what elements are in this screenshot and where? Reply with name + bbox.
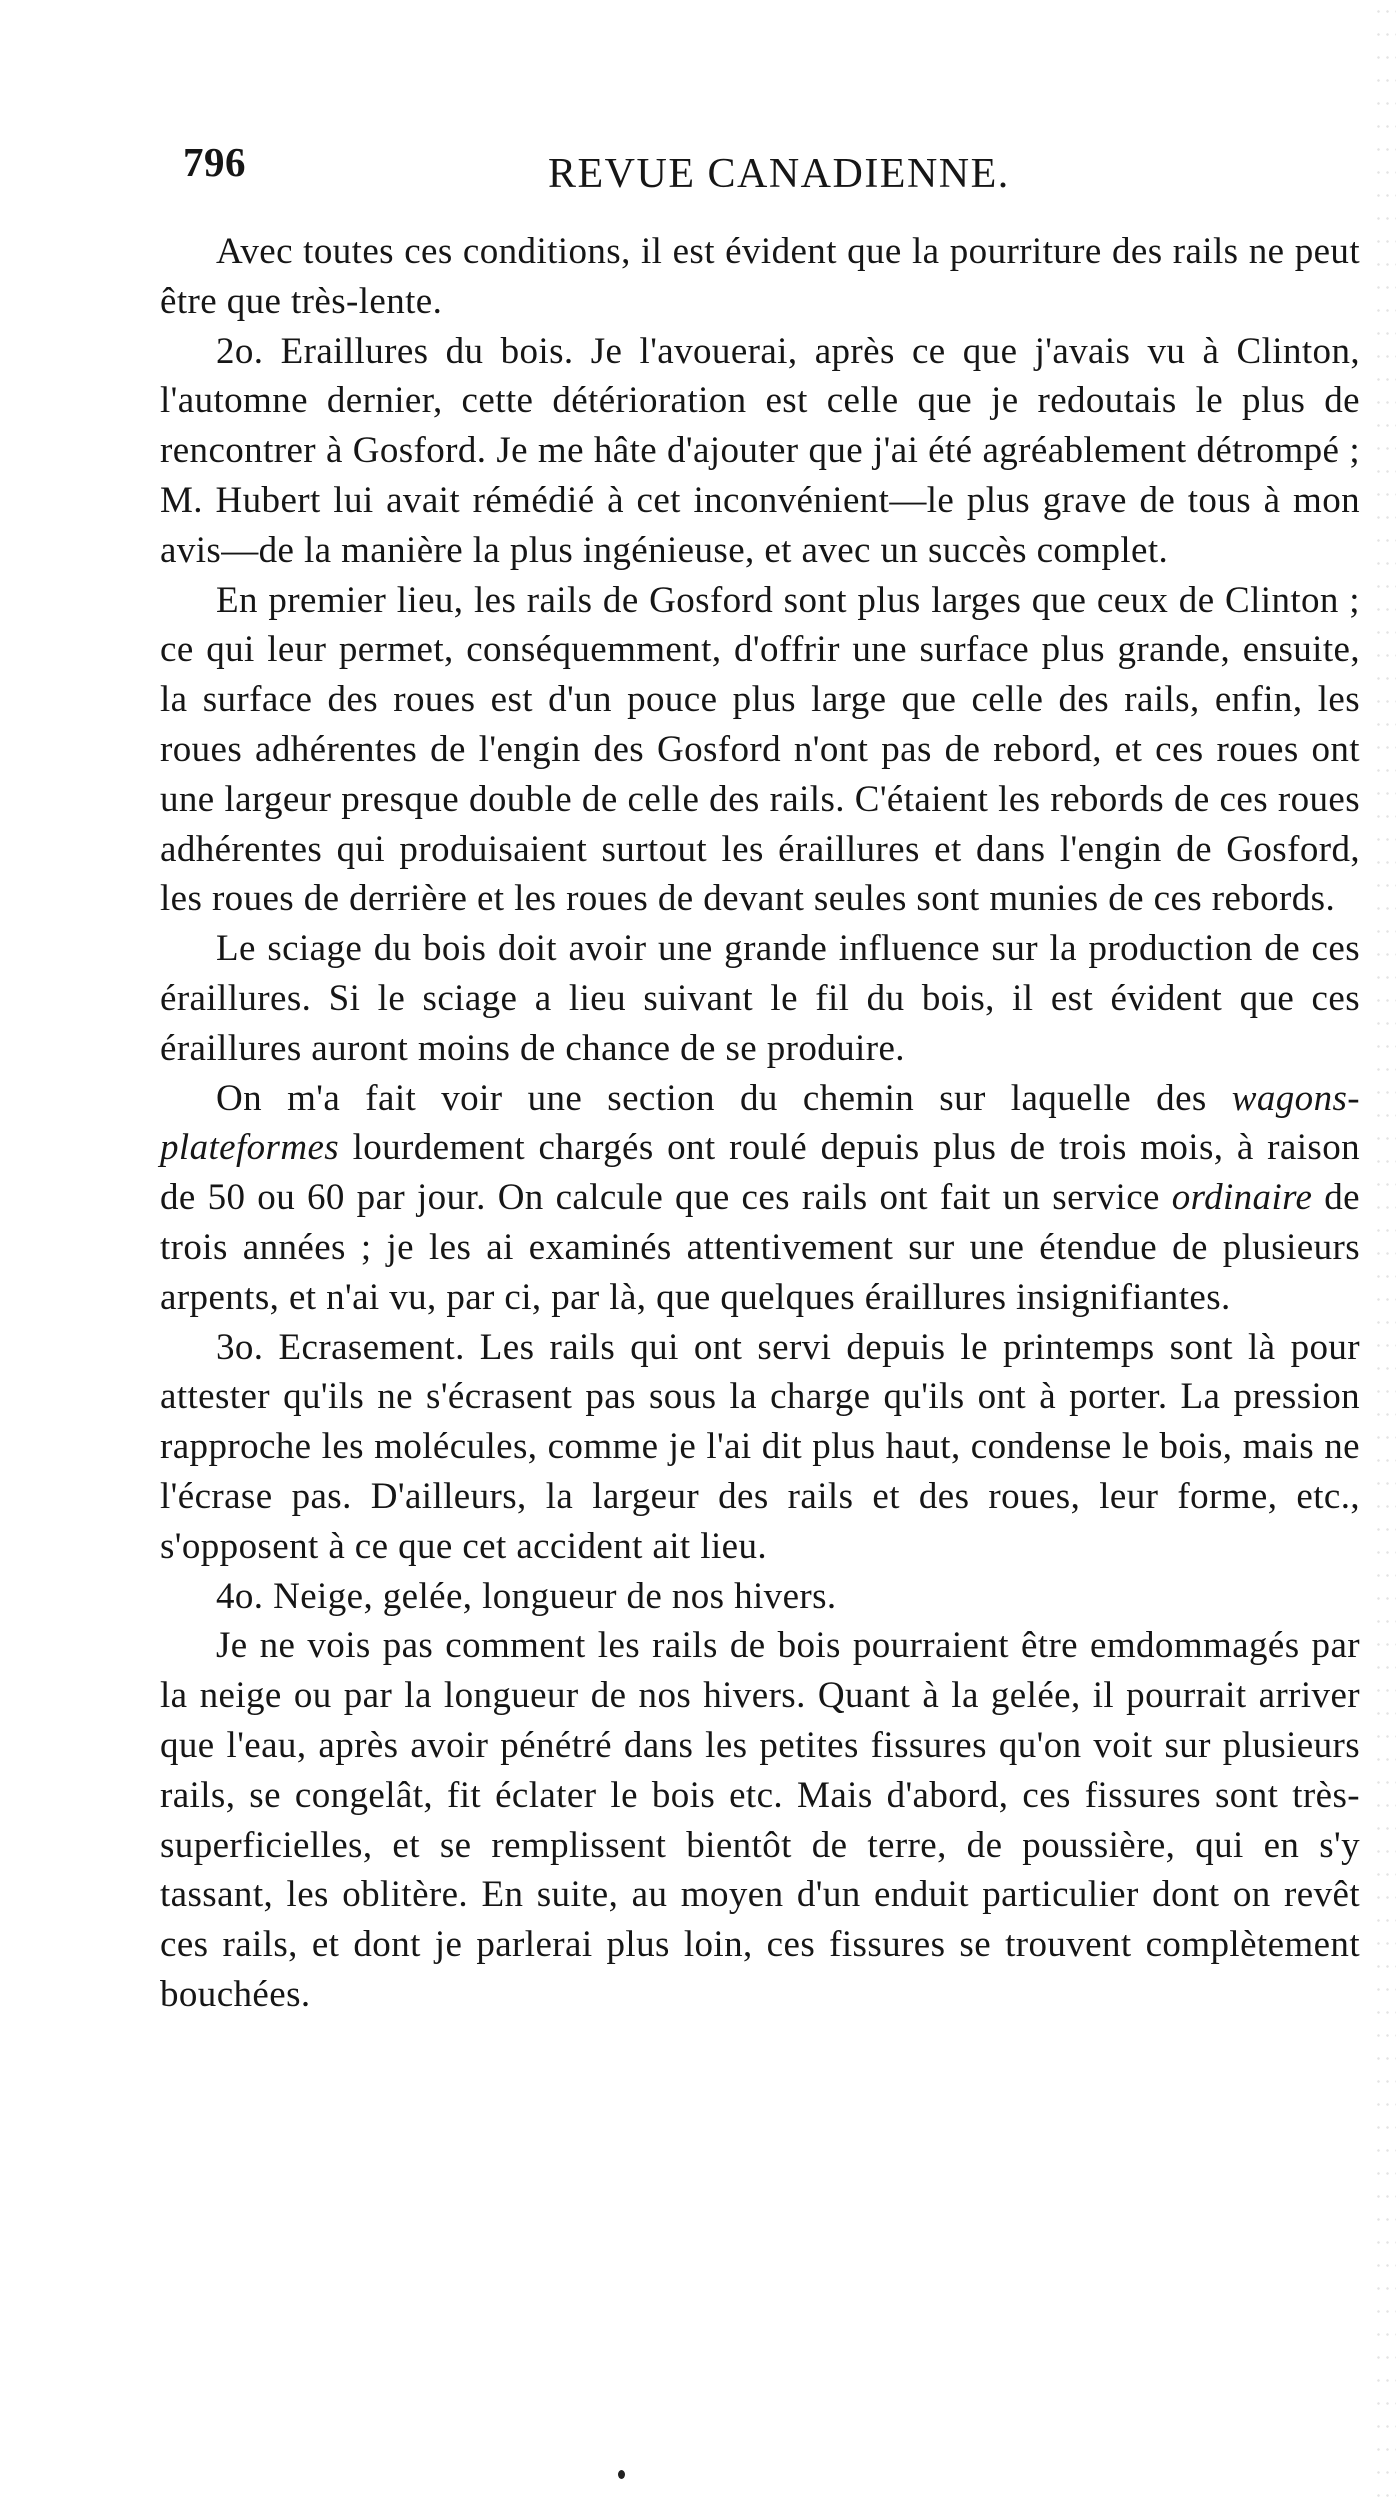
wagons-text-middle: lourdement chargés ont roulé depuis plus de trois mois, à raison de 50 ou 60 par jour. On calcule que ces rails ont fait un service xyxy=(160,1127,1360,1219)
body-text xyxy=(160,227,1360,2020)
running-title: REVUE CANADIENNE. xyxy=(548,151,1010,197)
page-edge-speckle xyxy=(1374,0,1396,2510)
paragraph-neige: Je ne vois pas comment les rails de bois pourraient être emdommagés par la neige ou par la longueur de nos hivers. Quant à la gelée, il pourrait arriver que l'eau, après avoir pénétré dans les petites fissures qu'on voit sur plusieurs rails, se congelât, fit éclater le bois etc. Mais d'abord, ces fissures sont très-superficielles, et se remplissent bientôt de terre, de poussière, qui en s'y tassant, les oblitère. En suite, au moyen d'un enduit particulier dont on revêt ces rails, et dont je parlerai plus loin, ces fissures se trouvent complètement bouchées. xyxy=(160,1625,1360,2015)
wagons-text-start: On m'a fait voir une section du chemin sur laquelle des xyxy=(216,1077,1232,1119)
wagons-text-end: de trois années ; je les ai examinés attentivement sur une étendue de plusieurs arpents, et n'ai vu, par ci, par là, que quelques éraillures insignifiantes. xyxy=(160,1177,1360,1318)
paragraph-premier-lieu: En premier lieu, les rails de Gosford sont plus larges que ceux de Clinton ; ce qui leur permet, conséquemment, d'offrir une surface plus grande, ensuite, la surface des roues est d'un pouce plus large que celle des rails, enfin, les roues adhérentes de l'engin des Gosford n'ont pas de rebord, et ces roues ont une largeur presque double de celle des rails. C'étaient les rebords de ces roues adhérentes qui produisaient surtout les éraillures et dans l'engin de Gosford, les roues de derrière et les roues de devant seules sont munies de ces rebords. xyxy=(160,579,1360,920)
page-number: 796 xyxy=(183,139,246,185)
wagons-italic-term: wagons-plateformes xyxy=(160,1077,1360,1169)
paragraph-neige-heading: 4o. Neige, gelée, longueur de nos hivers. xyxy=(216,1575,837,1617)
paragraph-wagons xyxy=(160,1074,1360,1323)
paragraph-pourriture: Avec toutes ces conditions, il est évident que la pourriture des rails ne peut être que très-lente. xyxy=(160,231,1360,322)
ordinaire-italic-term: ordinaire xyxy=(1171,1177,1313,1219)
paragraph-ecrasement: 3o. Ecrasement. Les rails qui ont servi depuis le printemps sont là pour attester qu'ils ne s'écrasent pas sous la charge qu'ils ont à porter. La pression rapproche les molécules, comme je l'ai dit plus haut, condense le bois, mais ne l'écrase pas. D'ailleurs, la largeur des rails et des roues, leur forme, etc., s'opposent à ce que cet accident ait lieu. xyxy=(160,1326,1360,1567)
paragraph-eraillures: 2o. Eraillures du bois. Je l'avouerai, après ce que j'avais vu à Clinton, l'automne dernier, cette détérioration est celle que je redoutais le plus de rencontrer à Gosford. Je me hâte d'ajouter que j'ai été agréablement détrompé ; M. Hubert lui avait rémédié à cet inconvénient—le plus grave de tous à mon avis—de la manière la plus ingénieuse, et avec un succès complet. xyxy=(160,330,1360,571)
paragraph-sciage: Le sciage du bois doit avoir une grande influence sur la production de ces éraillures. Si le sciage a lieu suivant le fil du bois, il est évident que ces éraillures auront moins de chance de se produire. xyxy=(160,928,1360,1069)
ink-dot xyxy=(618,2470,625,2479)
